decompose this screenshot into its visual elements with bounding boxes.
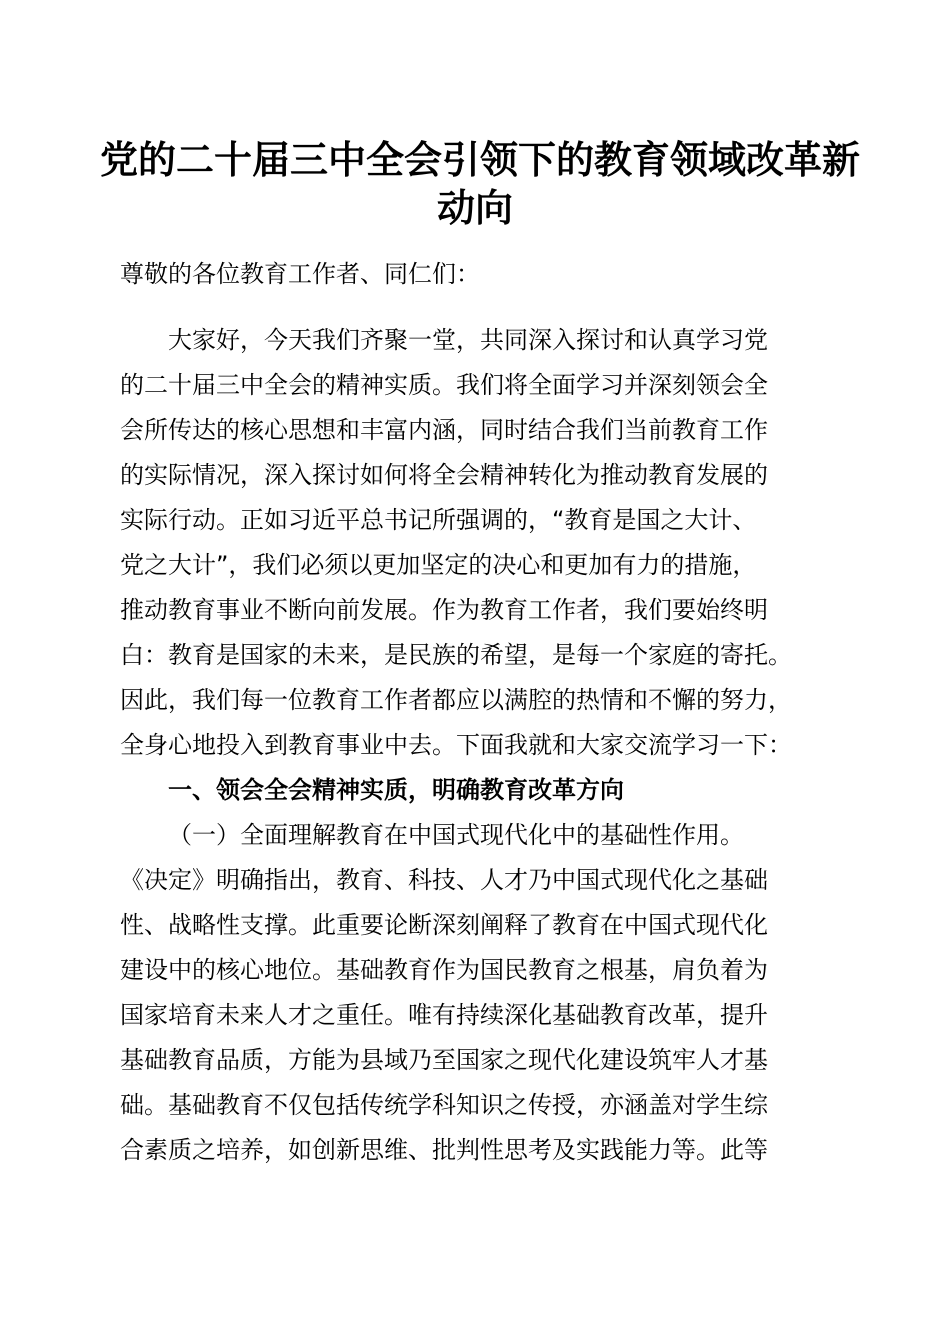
subsection-line-5: 国家培育未来人才之重任。唯有持续深化基础教育改革，提升 (120, 1001, 768, 1029)
intro-line-1: 大家好，今天我们齐聚一堂，共同深入探讨和认真学习党 (168, 326, 768, 354)
subsection-line-6: 基础教育品质，方能为县域乃至国家之现代化建设筑牢人才基 (120, 1046, 768, 1074)
document-title-line-2: 动向 (436, 185, 513, 230)
document-title-line-1: 党的二十届三中全会引领下的教育领域改革新 (100, 137, 861, 182)
intro-line-10: 全身心地投入到教育事业中去。下面我就和大家交流学习一下： (120, 731, 792, 759)
subsection-line-8: 合素质之培养，如创新思维、批判性思考及实践能力等。此等 (120, 1136, 768, 1164)
salutation: 尊敬的各位教育工作者、同仁们： (120, 260, 480, 288)
subsection-line-1: （一）全面理解教育在中国式现代化中的基础性作用。 (168, 821, 744, 849)
intro-line-2: 的二十届三中全会的精神实质。我们将全面学习并深刻领会全 (120, 371, 768, 399)
intro-line-5: 实际行动。正如习近平总书记所强调的，“教育是国之大计、 (120, 506, 757, 534)
intro-line-7: 推动教育事业不断向前发展。作为教育工作者，我们要始终明 (120, 596, 768, 624)
subsection-line-3: 性、战略性支撑。此重要论断深刻阐释了教育在中国式现代化 (120, 911, 768, 939)
intro-line-8: 白：教育是国家的未来，是民族的希望，是每一个家庭的寄托。 (120, 641, 792, 669)
subsection-line-2: 《决定》明确指出，教育、科技、人才乃中国式现代化之基础 (120, 866, 768, 894)
subsection-line-7: 础。基础教育不仅包括传统学科知识之传授，亦涵盖对学生综 (120, 1091, 768, 1119)
intro-line-9: 因此，我们每一位教育工作者都应以满腔的热情和不懈的努力， (120, 686, 792, 714)
intro-line-3: 会所传达的核心思想和丰富内涵，同时结合我们当前教育工作 (120, 416, 768, 444)
subsection-line-4: 建设中的核心地位。基础教育作为国民教育之根基，肩负着为 (120, 956, 768, 984)
intro-line-4: 的实际情况，深入探讨如何将全会精神转化为推动教育发展的 (120, 461, 768, 489)
section-heading: 一、领会全会精神实质，明确教育改革方向 (168, 776, 624, 804)
intro-line-6: 党之大计”，我们必须以更加坚定的决心和更加有力的措施， (120, 551, 757, 579)
